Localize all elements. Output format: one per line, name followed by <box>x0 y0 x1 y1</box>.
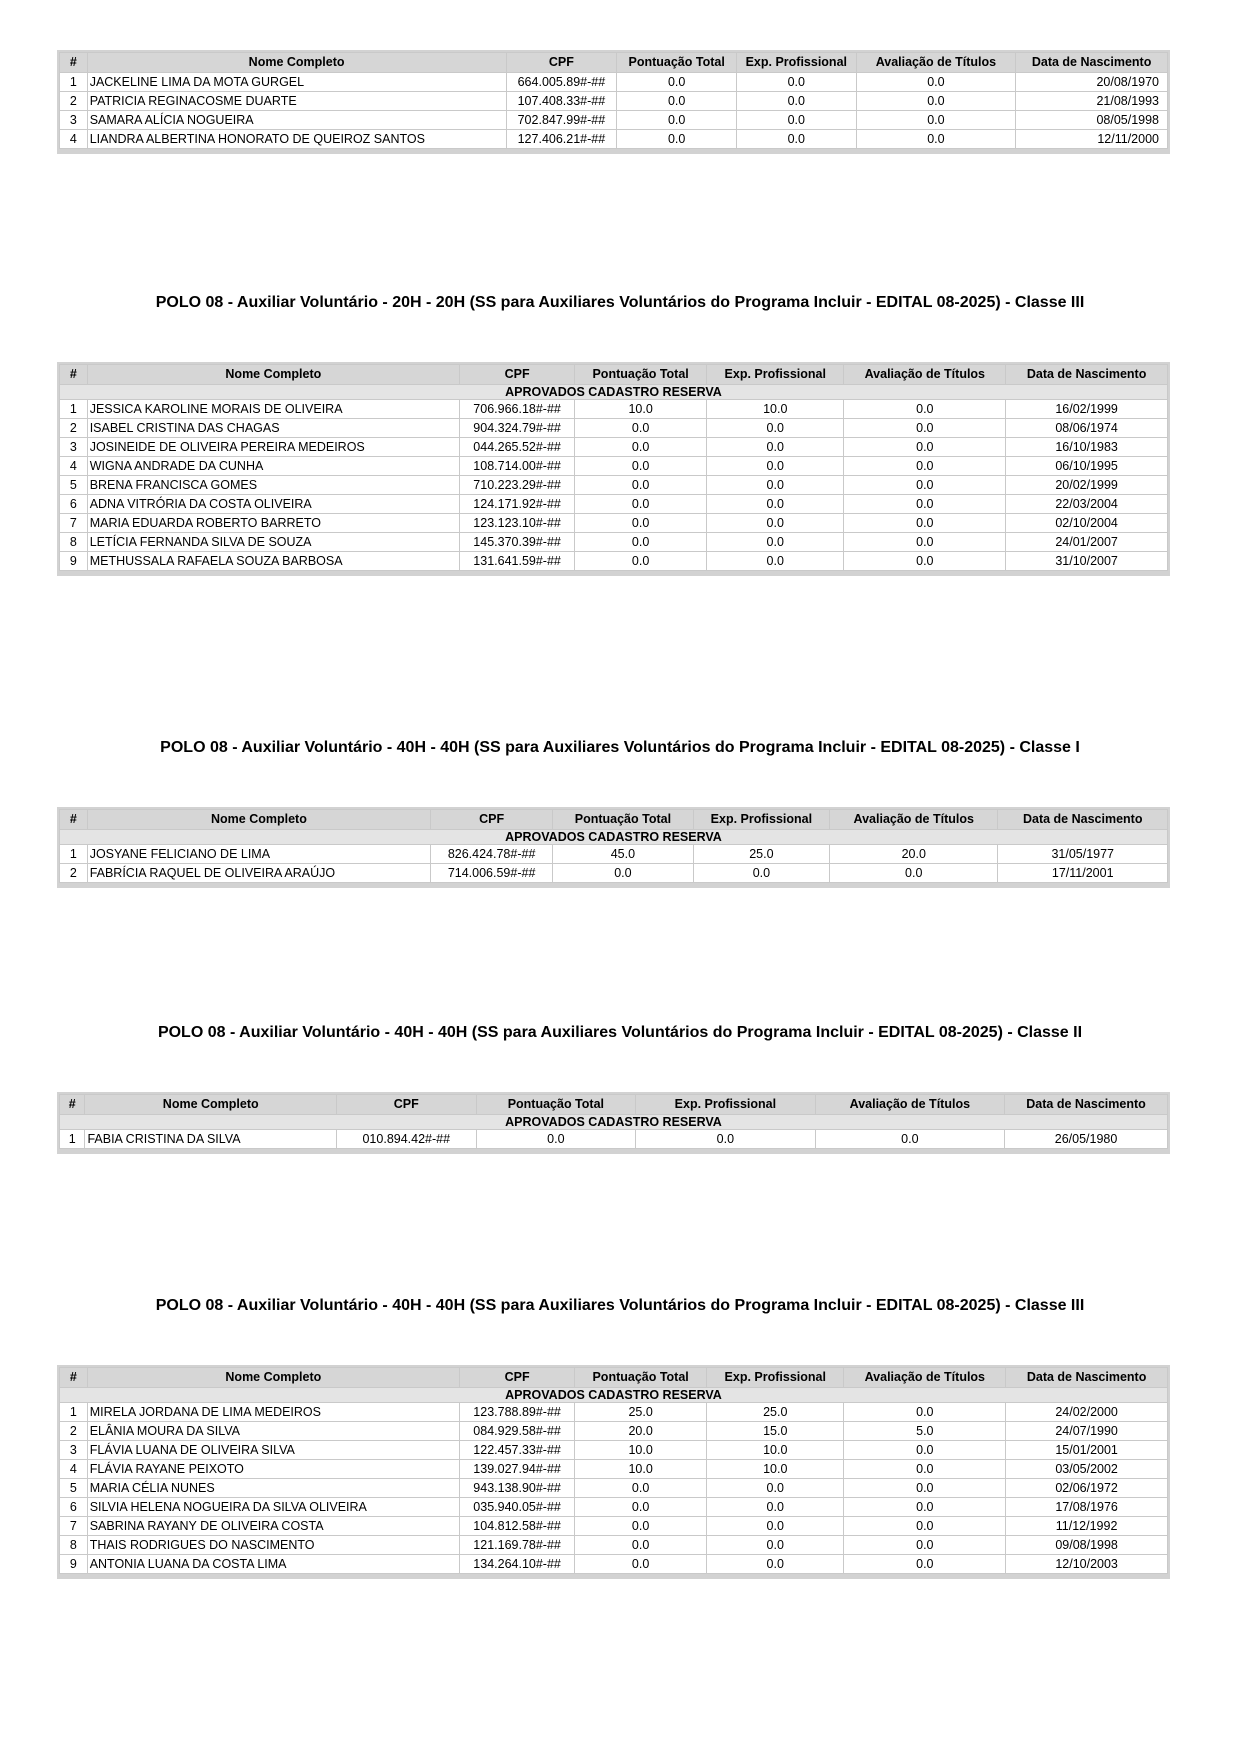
cell-birthdate: 22/03/2004 <box>1006 495 1168 514</box>
cell-birthdate: 20/08/1970 <box>1016 73 1168 92</box>
table-row <box>60 864 1168 883</box>
table-row <box>60 1460 1168 1479</box>
section-title-40h-classe-3: POLO 08 - Auxiliar Voluntário - 40H - 40H (SS para Auxiliares Voluntários do Programa Incluir - EDITAL 08-2025) - Classe III <box>155 1297 1085 1314</box>
cell-birthdate: 06/10/1995 <box>1006 457 1168 476</box>
cell-score-titles: 0.0 <box>856 130 1016 149</box>
cell-score-total: 0.0 <box>575 1479 707 1498</box>
cell-name: WIGNA ANDRADE DA CUNHA <box>87 457 459 476</box>
group-header: APROVADOS CADASTRO RESERVA <box>60 1115 1168 1130</box>
cell-score-total: 0.0 <box>575 533 707 552</box>
cell-score-exp: 0.0 <box>693 864 829 883</box>
cell-rank: 8 <box>60 1536 88 1555</box>
table-header-row <box>60 365 1168 385</box>
cell-score-exp: 0.0 <box>636 1130 815 1149</box>
cell-cpf: 706.966.18#-## <box>459 400 574 419</box>
cell-rank: 2 <box>60 92 88 111</box>
cell-score-titles: 0.0 <box>830 864 998 883</box>
cell-score-total: 0.0 <box>575 1536 707 1555</box>
cell-cpf: 123.123.10#-## <box>459 514 574 533</box>
col-header-0: # <box>60 53 88 73</box>
table-row <box>60 1479 1168 1498</box>
table-row <box>60 552 1168 571</box>
cell-score-titles: 0.0 <box>844 533 1006 552</box>
table-row <box>60 514 1168 533</box>
col-header-2: CPF <box>431 810 553 830</box>
section-title-40h-classe-1: POLO 08 - Auxiliar Voluntário - 40H - 40H (SS para Auxiliares Voluntários do Programa Incluir - EDITAL 08-2025) - Classe I <box>160 739 1080 756</box>
col-header-3: Pontuação Total <box>575 1368 707 1388</box>
col-header-1: Nome Completo <box>87 365 459 385</box>
cell-score-titles: 0.0 <box>844 1498 1006 1517</box>
cell-score-exp: 25.0 <box>707 1403 844 1422</box>
cell-score-exp: 0.0 <box>707 438 844 457</box>
table-row <box>60 476 1168 495</box>
table-row <box>60 73 1168 92</box>
cell-birthdate: 24/01/2007 <box>1006 533 1168 552</box>
col-header-6: Data de Nascimento <box>1006 1368 1168 1388</box>
col-header-6: Data de Nascimento <box>1016 53 1168 73</box>
cell-cpf: 904.324.79#-## <box>459 419 574 438</box>
cell-score-titles: 0.0 <box>844 1536 1006 1555</box>
table-row <box>60 1517 1168 1536</box>
col-header-4: Exp. Profissional <box>707 1368 844 1388</box>
cell-score-titles: 0.0 <box>844 438 1006 457</box>
table-header-row <box>60 1368 1168 1388</box>
cell-cpf: 123.788.89#-## <box>459 1403 574 1422</box>
cell-rank: 4 <box>60 1460 88 1479</box>
cell-score-total: 20.0 <box>575 1422 707 1441</box>
table-row <box>60 1422 1168 1441</box>
cell-cpf: 710.223.29#-## <box>459 476 574 495</box>
col-header-1: Nome Completo <box>85 1095 337 1115</box>
cell-cpf: 702.847.99#-## <box>506 111 617 130</box>
cell-score-exp: 0.0 <box>707 495 844 514</box>
cell-cpf: 127.406.21#-## <box>506 130 617 149</box>
cell-name: BRENA FRANCISCA GOMES <box>87 476 459 495</box>
cell-cpf: 664.005.89#-## <box>506 73 617 92</box>
cell-name: SABRINA RAYANY DE OLIVEIRA COSTA <box>87 1517 459 1536</box>
cell-score-exp: 25.0 <box>693 845 829 864</box>
cell-birthdate: 24/07/1990 <box>1006 1422 1168 1441</box>
cell-birthdate: 17/11/2001 <box>998 864 1168 883</box>
cell-score-exp: 0.0 <box>707 476 844 495</box>
cell-score-exp: 0.0 <box>736 111 856 130</box>
cell-score-total: 10.0 <box>575 1441 707 1460</box>
cell-score-titles: 0.0 <box>844 552 1006 571</box>
cell-score-exp: 0.0 <box>736 92 856 111</box>
cell-birthdate: 02/10/2004 <box>1006 514 1168 533</box>
col-header-3: Pontuação Total <box>575 365 707 385</box>
cell-score-total: 0.0 <box>575 495 707 514</box>
table-row <box>60 130 1168 149</box>
cell-score-titles: 0.0 <box>844 476 1006 495</box>
cell-name: FABIA CRISTINA DA SILVA <box>85 1130 337 1149</box>
cell-rank: 6 <box>60 1498 88 1517</box>
table-row <box>60 1498 1168 1517</box>
results-table-40h-classe-2 <box>57 1092 1170 1154</box>
cell-rank: 4 <box>60 457 88 476</box>
cell-score-titles: 0.0 <box>844 1460 1006 1479</box>
cell-score-total: 0.0 <box>476 1130 636 1149</box>
cell-score-total: 0.0 <box>575 1555 707 1574</box>
col-header-1: Nome Completo <box>87 810 430 830</box>
results-table-20h-classe-3 <box>57 362 1170 576</box>
group-header-row <box>60 830 1168 845</box>
cell-birthdate: 21/08/1993 <box>1016 92 1168 111</box>
group-header: APROVADOS CADASTRO RESERVA <box>60 385 1168 400</box>
cell-rank: 1 <box>60 1130 85 1149</box>
cell-score-total: 0.0 <box>575 476 707 495</box>
cell-rank: 3 <box>60 111 88 130</box>
cell-birthdate: 20/02/1999 <box>1006 476 1168 495</box>
cell-birthdate: 31/10/2007 <box>1006 552 1168 571</box>
cell-score-total: 25.0 <box>575 1403 707 1422</box>
cell-birthdate: 17/08/1976 <box>1006 1498 1168 1517</box>
cell-score-exp: 0.0 <box>707 533 844 552</box>
cell-rank: 1 <box>60 845 88 864</box>
cell-name: METHUSSALA RAFAELA SOUZA BARBOSA <box>87 552 459 571</box>
col-header-5: Avaliação de Títulos <box>856 53 1016 73</box>
cell-score-exp: 0.0 <box>707 457 844 476</box>
cell-birthdate: 31/05/1977 <box>998 845 1168 864</box>
col-header-4: Exp. Profissional <box>636 1095 815 1115</box>
col-header-0: # <box>60 810 88 830</box>
table-row <box>60 495 1168 514</box>
cell-score-titles: 0.0 <box>815 1130 1004 1149</box>
cell-birthdate: 15/01/2001 <box>1006 1441 1168 1460</box>
cell-cpf: 044.265.52#-## <box>459 438 574 457</box>
cell-score-titles: 0.0 <box>856 92 1016 111</box>
cell-rank: 5 <box>60 476 88 495</box>
cell-score-titles: 0.0 <box>844 1479 1006 1498</box>
cell-name: ELÂNIA MOURA DA SILVA <box>87 1422 459 1441</box>
cell-birthdate: 02/06/1972 <box>1006 1479 1168 1498</box>
cell-score-titles: 0.0 <box>844 495 1006 514</box>
col-header-6: Data de Nascimento <box>998 810 1168 830</box>
table-header-row <box>60 1095 1168 1115</box>
section-title-40h-classe-2: POLO 08 - Auxiliar Voluntário - 40H - 40H (SS para Auxiliares Voluntários do Programa Incluir - EDITAL 08-2025) - Classe II <box>157 1024 1083 1041</box>
cell-score-total: 0.0 <box>575 438 707 457</box>
col-header-3: Pontuação Total <box>617 53 737 73</box>
cell-score-total: 0.0 <box>617 73 737 92</box>
results-table-continuation <box>57 50 1170 154</box>
cell-name: LETÍCIA FERNANDA SILVA DE SOUZA <box>87 533 459 552</box>
cell-name: JOSINEIDE DE OLIVEIRA PEREIRA MEDEIROS <box>87 438 459 457</box>
cell-cpf: 826.424.78#-## <box>431 845 553 864</box>
table-row <box>60 1130 1168 1149</box>
cell-score-titles: 0.0 <box>844 1441 1006 1460</box>
results-table-40h-classe-3 <box>57 1365 1170 1579</box>
col-header-4: Exp. Profissional <box>736 53 856 73</box>
cell-name: FLÁVIA LUANA DE OLIVEIRA SILVA <box>87 1441 459 1460</box>
cell-cpf: 139.027.94#-## <box>459 1460 574 1479</box>
table-header-row <box>60 810 1168 830</box>
cell-birthdate: 08/05/1998 <box>1016 111 1168 130</box>
cell-score-total: 0.0 <box>575 419 707 438</box>
cell-cpf: 714.006.59#-## <box>431 864 553 883</box>
group-header-row <box>60 385 1168 400</box>
cell-score-exp: 0.0 <box>707 419 844 438</box>
col-header-2: CPF <box>459 1368 574 1388</box>
cell-name: JACKELINE LIMA DA MOTA GURGEL <box>87 73 506 92</box>
cell-score-titles: 0.0 <box>844 1555 1006 1574</box>
cell-birthdate: 09/08/1998 <box>1006 1536 1168 1555</box>
table-row <box>60 845 1168 864</box>
table-header-row <box>60 53 1168 73</box>
group-header-row <box>60 1388 1168 1403</box>
col-header-3: Pontuação Total <box>553 810 694 830</box>
cell-score-titles: 0.0 <box>856 73 1016 92</box>
cell-name: SAMARA ALÍCIA NOGUEIRA <box>87 111 506 130</box>
table-row <box>60 457 1168 476</box>
cell-name: JESSICA KAROLINE MORAIS DE OLIVEIRA <box>87 400 459 419</box>
results-table <box>59 364 1168 571</box>
col-header-1: Nome Completo <box>87 53 506 73</box>
cell-score-total: 0.0 <box>575 514 707 533</box>
cell-score-total: 0.0 <box>575 1517 707 1536</box>
col-header-0: # <box>60 1095 85 1115</box>
cell-birthdate: 12/11/2000 <box>1016 130 1168 149</box>
cell-rank: 3 <box>60 438 88 457</box>
col-header-3: Pontuação Total <box>476 1095 636 1115</box>
cell-score-exp: 15.0 <box>707 1422 844 1441</box>
table-row <box>60 419 1168 438</box>
col-header-2: CPF <box>506 53 617 73</box>
cell-score-titles: 0.0 <box>844 514 1006 533</box>
cell-rank: 7 <box>60 514 88 533</box>
cell-rank: 2 <box>60 419 88 438</box>
cell-cpf: 108.714.00#-## <box>459 457 574 476</box>
cell-cpf: 943.138.90#-## <box>459 1479 574 1498</box>
cell-cpf: 104.812.58#-## <box>459 1517 574 1536</box>
cell-score-exp: 0.0 <box>707 1498 844 1517</box>
cell-name: FLÁVIA RAYANE PEIXOTO <box>87 1460 459 1479</box>
cell-rank: 1 <box>60 1403 88 1422</box>
cell-name: ANTONIA LUANA DA COSTA LIMA <box>87 1555 459 1574</box>
col-header-5: Avaliação de Títulos <box>844 365 1006 385</box>
col-header-5: Avaliação de Títulos <box>830 810 998 830</box>
cell-score-titles: 0.0 <box>844 1517 1006 1536</box>
cell-score-exp: 10.0 <box>707 400 844 419</box>
col-header-6: Data de Nascimento <box>1006 365 1168 385</box>
cell-score-total: 0.0 <box>575 552 707 571</box>
cell-name: FABRÍCIA RAQUEL DE OLIVEIRA ARAÚJO <box>87 864 430 883</box>
cell-birthdate: 16/02/1999 <box>1006 400 1168 419</box>
section-title-20h-classe-3: POLO 08 - Auxiliar Voluntário - 20H - 20H (SS para Auxiliares Voluntários do Programa Incluir - EDITAL 08-2025) - Classe III <box>155 294 1085 311</box>
cell-birthdate: 24/02/2000 <box>1006 1403 1168 1422</box>
cell-score-total: 0.0 <box>575 457 707 476</box>
group-header-row <box>60 1115 1168 1130</box>
cell-rank: 2 <box>60 1422 88 1441</box>
cell-score-exp: 10.0 <box>707 1441 844 1460</box>
col-header-2: CPF <box>459 365 574 385</box>
cell-birthdate: 08/06/1974 <box>1006 419 1168 438</box>
cell-score-titles: 0.0 <box>844 400 1006 419</box>
cell-score-titles: 5.0 <box>844 1422 1006 1441</box>
group-header: APROVADOS CADASTRO RESERVA <box>60 1388 1168 1403</box>
table-row <box>60 92 1168 111</box>
cell-rank: 7 <box>60 1517 88 1536</box>
col-header-5: Avaliação de Títulos <box>815 1095 1004 1115</box>
cell-score-titles: 0.0 <box>844 1403 1006 1422</box>
cell-cpf: 010.894.42#-## <box>336 1130 476 1149</box>
group-header: APROVADOS CADASTRO RESERVA <box>60 830 1168 845</box>
col-header-6: Data de Nascimento <box>1005 1095 1168 1115</box>
table-row <box>60 111 1168 130</box>
col-header-5: Avaliação de Títulos <box>844 1368 1006 1388</box>
cell-birthdate: 12/10/2003 <box>1006 1555 1168 1574</box>
cell-name: PATRICIA REGINACOSME DUARTE <box>87 92 506 111</box>
cell-birthdate: 11/12/1992 <box>1006 1517 1168 1536</box>
cell-score-titles: 0.0 <box>844 457 1006 476</box>
cell-birthdate: 26/05/1980 <box>1005 1130 1168 1149</box>
cell-cpf: 124.171.92#-## <box>459 495 574 514</box>
cell-cpf: 145.370.39#-## <box>459 533 574 552</box>
col-header-1: Nome Completo <box>87 1368 459 1388</box>
table-row <box>60 1403 1168 1422</box>
cell-cpf: 107.408.33#-## <box>506 92 617 111</box>
results-table-40h-classe-1 <box>57 807 1170 888</box>
cell-name: THAIS RODRIGUES DO NASCIMENTO <box>87 1536 459 1555</box>
cell-name: MIRELA JORDANA DE LIMA MEDEIROS <box>87 1403 459 1422</box>
cell-rank: 1 <box>60 73 88 92</box>
cell-score-titles: 20.0 <box>830 845 998 864</box>
cell-rank: 6 <box>60 495 88 514</box>
cell-birthdate: 16/10/1983 <box>1006 438 1168 457</box>
cell-score-exp: 0.0 <box>736 130 856 149</box>
col-header-2: CPF <box>336 1095 476 1115</box>
table-row <box>60 438 1168 457</box>
cell-score-total: 0.0 <box>617 111 737 130</box>
col-header-4: Exp. Profissional <box>693 810 829 830</box>
cell-rank: 8 <box>60 533 88 552</box>
cell-cpf: 131.641.59#-## <box>459 552 574 571</box>
cell-score-total: 10.0 <box>575 1460 707 1479</box>
table-row <box>60 1441 1168 1460</box>
cell-name: SILVIA HELENA NOGUEIRA DA SILVA OLIVEIRA <box>87 1498 459 1517</box>
cell-score-titles: 0.0 <box>844 419 1006 438</box>
results-table <box>59 1094 1168 1149</box>
cell-name: ISABEL CRISTINA DAS CHAGAS <box>87 419 459 438</box>
cell-rank: 2 <box>60 864 88 883</box>
cell-birthdate: 03/05/2002 <box>1006 1460 1168 1479</box>
cell-score-total: 10.0 <box>575 400 707 419</box>
cell-score-exp: 0.0 <box>736 73 856 92</box>
cell-score-exp: 10.0 <box>707 1460 844 1479</box>
cell-name: ADNA VITRÓRIA DA COSTA OLIVEIRA <box>87 495 459 514</box>
table-row <box>60 400 1168 419</box>
cell-score-exp: 0.0 <box>707 1479 844 1498</box>
cell-rank: 9 <box>60 1555 88 1574</box>
cell-rank: 9 <box>60 552 88 571</box>
cell-score-exp: 0.0 <box>707 1555 844 1574</box>
cell-score-exp: 0.0 <box>707 514 844 533</box>
cell-rank: 5 <box>60 1479 88 1498</box>
cell-cpf: 121.169.78#-## <box>459 1536 574 1555</box>
cell-cpf: 122.457.33#-## <box>459 1441 574 1460</box>
cell-name: JOSYANE FELICIANO DE LIMA <box>87 845 430 864</box>
cell-score-titles: 0.0 <box>856 111 1016 130</box>
cell-name: MARIA CÉLIA NUNES <box>87 1479 459 1498</box>
table-row <box>60 533 1168 552</box>
cell-cpf: 035.940.05#-## <box>459 1498 574 1517</box>
results-table <box>59 1367 1168 1574</box>
cell-score-total: 0.0 <box>575 1498 707 1517</box>
cell-name: MARIA EDUARDA ROBERTO BARRETO <box>87 514 459 533</box>
cell-score-exp: 0.0 <box>707 1517 844 1536</box>
col-header-0: # <box>60 1368 88 1388</box>
results-table <box>59 52 1168 149</box>
cell-score-exp: 0.0 <box>707 1536 844 1555</box>
cell-score-total: 0.0 <box>553 864 694 883</box>
cell-rank: 1 <box>60 400 88 419</box>
cell-cpf: 134.264.10#-## <box>459 1555 574 1574</box>
table-row <box>60 1555 1168 1574</box>
results-table <box>59 809 1168 883</box>
col-header-4: Exp. Profissional <box>707 365 844 385</box>
cell-score-total: 0.0 <box>617 130 737 149</box>
col-header-0: # <box>60 365 88 385</box>
table-row <box>60 1536 1168 1555</box>
cell-rank: 4 <box>60 130 88 149</box>
cell-score-total: 0.0 <box>617 92 737 111</box>
cell-score-total: 45.0 <box>553 845 694 864</box>
cell-name: LIANDRA ALBERTINA HONORATO DE QUEIROZ SANTOS <box>87 130 506 149</box>
cell-cpf: 084.929.58#-## <box>459 1422 574 1441</box>
cell-rank: 3 <box>60 1441 88 1460</box>
cell-score-exp: 0.0 <box>707 552 844 571</box>
